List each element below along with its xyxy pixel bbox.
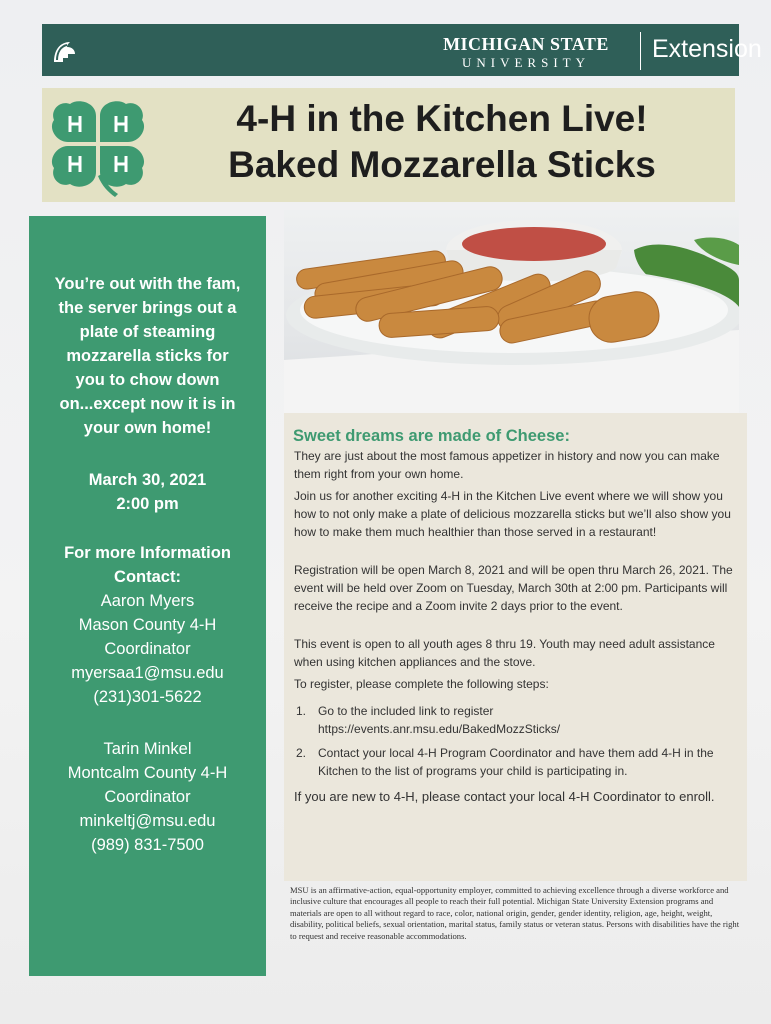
contact-county: Montcalm County 4-H (67, 764, 228, 782)
list-item-text (318, 702, 739, 738)
event-time: 2:00 pm (116, 495, 179, 513)
four-h-clover-icon (48, 94, 148, 200)
step-text: Go to the included link to register (318, 704, 494, 718)
nondiscrimination-statement: MSU is an affirmative-action, equal-opportunity employer, committed to achieving excellence through a diverse workforce and inclusive culture that encourages all people to reach their full potential. Michigan State University Extension programs and materials are open to all without regard to race, color, national origin, gender, gender identity, religion, age, height, weight, disability, political beliefs, sexual orientation, marital status, family status or veteran status. Persons with disabilities have the right to request and receive reasonable accommodations. (290, 885, 740, 941)
extension-label: Extension (652, 35, 762, 63)
details-subheading: Sweet dreams are made of Cheese: (293, 427, 570, 445)
contact-name: Tarin Minkel (103, 740, 192, 758)
list-number: 2. (296, 746, 307, 760)
intro-line: mozzarella sticks for (66, 347, 229, 365)
intro-line: You’re out with the fam, (54, 275, 241, 293)
intro-line: the server brings out a (58, 299, 237, 317)
title-band (42, 88, 735, 202)
spartan-helmet-icon (48, 36, 80, 68)
msu-name-line1: MICHIGAN STATE (443, 34, 609, 54)
contact-role: Coordinator (104, 788, 191, 806)
title-line2: Baked Mozzarella Sticks (228, 144, 656, 185)
msu-wordmark (422, 34, 630, 72)
intro-line: your own home! (83, 419, 212, 437)
contact-name: Aaron Myers (100, 592, 195, 610)
contact-card (35, 589, 260, 709)
contact-county: Mason County 4-H (78, 616, 217, 634)
paragraph-steps-intro: To register, please complete the following steps: (294, 677, 549, 691)
step-text: Contact your local 4-H Program Coordinator and have them add 4-H in the Kitchen to the list of programs your child is participating in. (318, 746, 714, 778)
food-illustration (284, 210, 739, 413)
msu-name-line2: UNIVERSITY (462, 55, 590, 70)
contact-phone[interactable]: (231)301-5622 (93, 688, 202, 706)
contact-phone[interactable]: (989) 831-7500 (91, 836, 204, 854)
more-info-heading (41, 541, 254, 589)
paragraph-event: Join us for another exciting 4-H in the Kitchen Live event where we will show you how to not only make a plate of delicious mozzarella sticks but we’ll also show you how to make them much healthier than those served in a restaurant! (294, 489, 731, 539)
mozzarella-sticks-photo (284, 210, 739, 413)
paragraph-eligibility: This event is open to all youth ages 8 thru 19. Youth may need adult assistance when using kitchen appliances and the stove. (294, 637, 715, 669)
contact-email[interactable]: minkeltj@msu.edu (79, 812, 216, 830)
intro-text (41, 272, 254, 440)
title-line1: 4-H in the Kitchen Live! (236, 98, 648, 139)
list-number: 1. (296, 704, 307, 718)
event-details-panel (284, 413, 747, 881)
registration-link[interactable]: https://events.anr.msu.edu/BakedMozzSticks/ (318, 722, 561, 736)
contact-email[interactable]: myersaa1@msu.edu (71, 664, 224, 682)
intro-line: plate of steaming (79, 323, 216, 341)
msu-header-bar (42, 24, 762, 76)
contact-role: Coordinator (104, 640, 191, 658)
intro-line: you to chow down (75, 371, 220, 389)
more-info-line: For more Information (64, 544, 231, 562)
event-date: March 30, 2021 (88, 471, 207, 489)
paragraph-registration: Registration will be open March 8, 2021 and will be open thru March 26, 2021. The event will be held over Zoom on Tuesday, March 30th at 2:00 pm. Participants will receive the recipe and a Zoom invite 2 days prior to the event. (294, 563, 733, 613)
event-title (162, 96, 722, 188)
sidebar-panel (29, 216, 266, 976)
intro-line: on...except now it is in (59, 395, 236, 413)
header-divider (640, 32, 641, 70)
more-info-line: Contact: (114, 568, 181, 586)
paragraph-intro: They are just about the most famous appetizer in history and now you can make them right from your own home. (294, 449, 720, 481)
paragraph-new-members: If you are new to 4-H, please contact your local 4-H Coordinator to enroll. (294, 789, 715, 804)
contact-card (35, 737, 260, 857)
event-datetime (41, 468, 254, 516)
